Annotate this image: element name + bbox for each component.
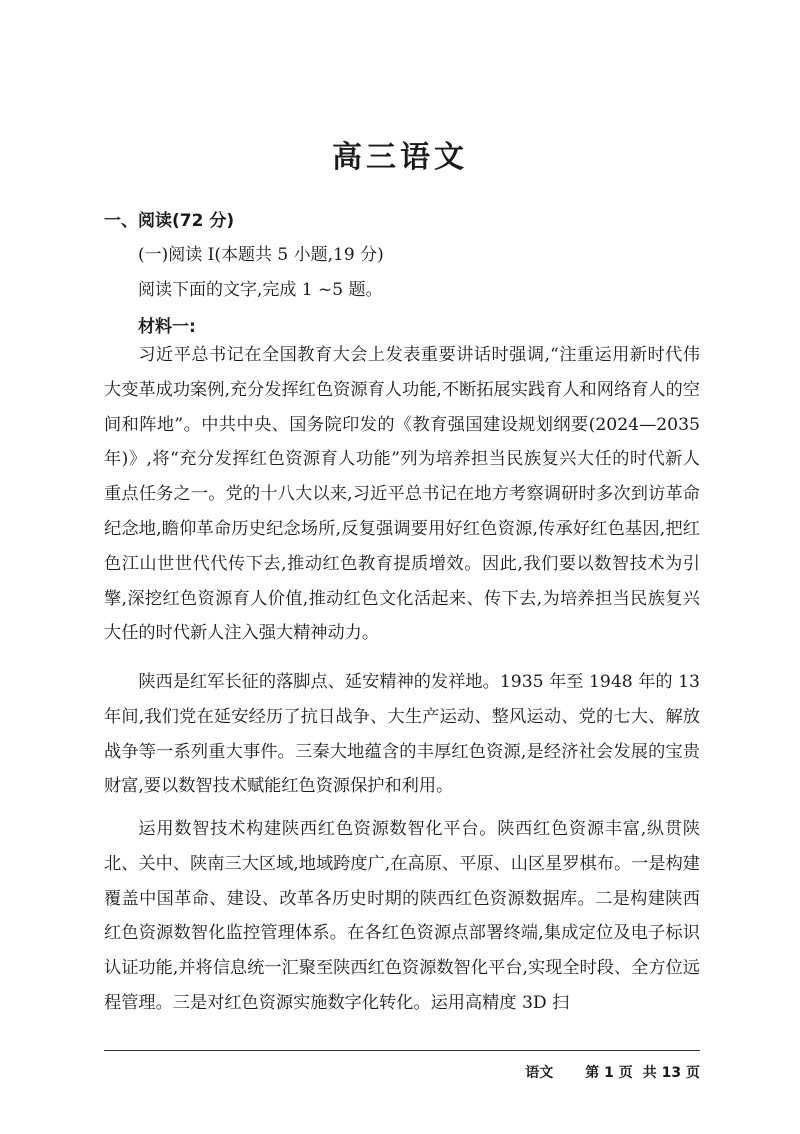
page-title: 高三语文 xyxy=(332,140,468,175)
paragraph-2: 陕西是红军长征的落脚点、延安精神的发祥地。1935 年至 1948 年的 13 年间,我们党在延安经历了抗日战争、大生产运动、整风运动、党的七大、解放战争等一系列重大事件。三秦大地蕴含的丰厚红色资源,是经济社会发展的宝贵财富,要以数智技术赋能红色资源保护和利用。 xyxy=(104,672,700,797)
paragraph-1: 习近平总书记在全国教育大会上发表重要讲话时强调,“注重运用新时代伟大变革成功案例,充分发挥红色资源育人功能,不断拓展实践育人和网络育人的空间和阵地”。中共中央、国务院印发的《教育强国建设规划纲要(2024—2035 年)》,将“充分发挥红色资源育人功能”列为培养担当民族复兴大任的时代新人重点任务之一。党的十八大以来,习近平总书记在地方考察调研时多次到访革命纪念地,瞻仰革命历史纪念场所,反复强调要用好红色资源,传承好红色基因,把红色江山世世代代传下去,推动红色教育提质增效。因此,我们要以数智技术为引擎,深挖红色资源育人价值,推动红色文化活起来、传下去,为培养担当民族复兴大任的时代新人注入强大精神动力。 xyxy=(104,345,700,644)
material-label: 材料一: xyxy=(138,317,196,337)
instruction-text: 阅读下面的文字,完成 1 ~5 题。 xyxy=(138,280,383,300)
footer-divider xyxy=(104,1050,700,1051)
footer-subject: 语文 xyxy=(525,1065,554,1081)
footer-page-number: 第 1 页 xyxy=(585,1065,633,1081)
paragraph-3: 运用数智技术构建陕西红色资源数智化平台。陕西红色资源丰富,纵贯陕北、关中、陕南三大区域,地域跨度广,在高原、平原、山区星罗棋布。一是构建覆盖中国革命、建设、改革各历史时期的陕西红色资源数据库。二是构建陕西红色资源数智化监控管理体系。在各红色资源点部署终端,集成定位及电子标识认证功能,并将信息统一汇聚至陕西红色资源数智化平台,实现全时段、全方位远程管理。三是对红色资源实施数字化转化。运用高精度 3D 扫 xyxy=(104,819,700,1013)
footer-total-pages: 共 13 页 xyxy=(642,1065,700,1081)
page-footer xyxy=(525,1062,700,1082)
section-heading: 一、阅读(72 分) xyxy=(104,211,235,231)
sub-heading: (一)阅读 I(本题共 5 小题,19 分) xyxy=(138,245,384,265)
